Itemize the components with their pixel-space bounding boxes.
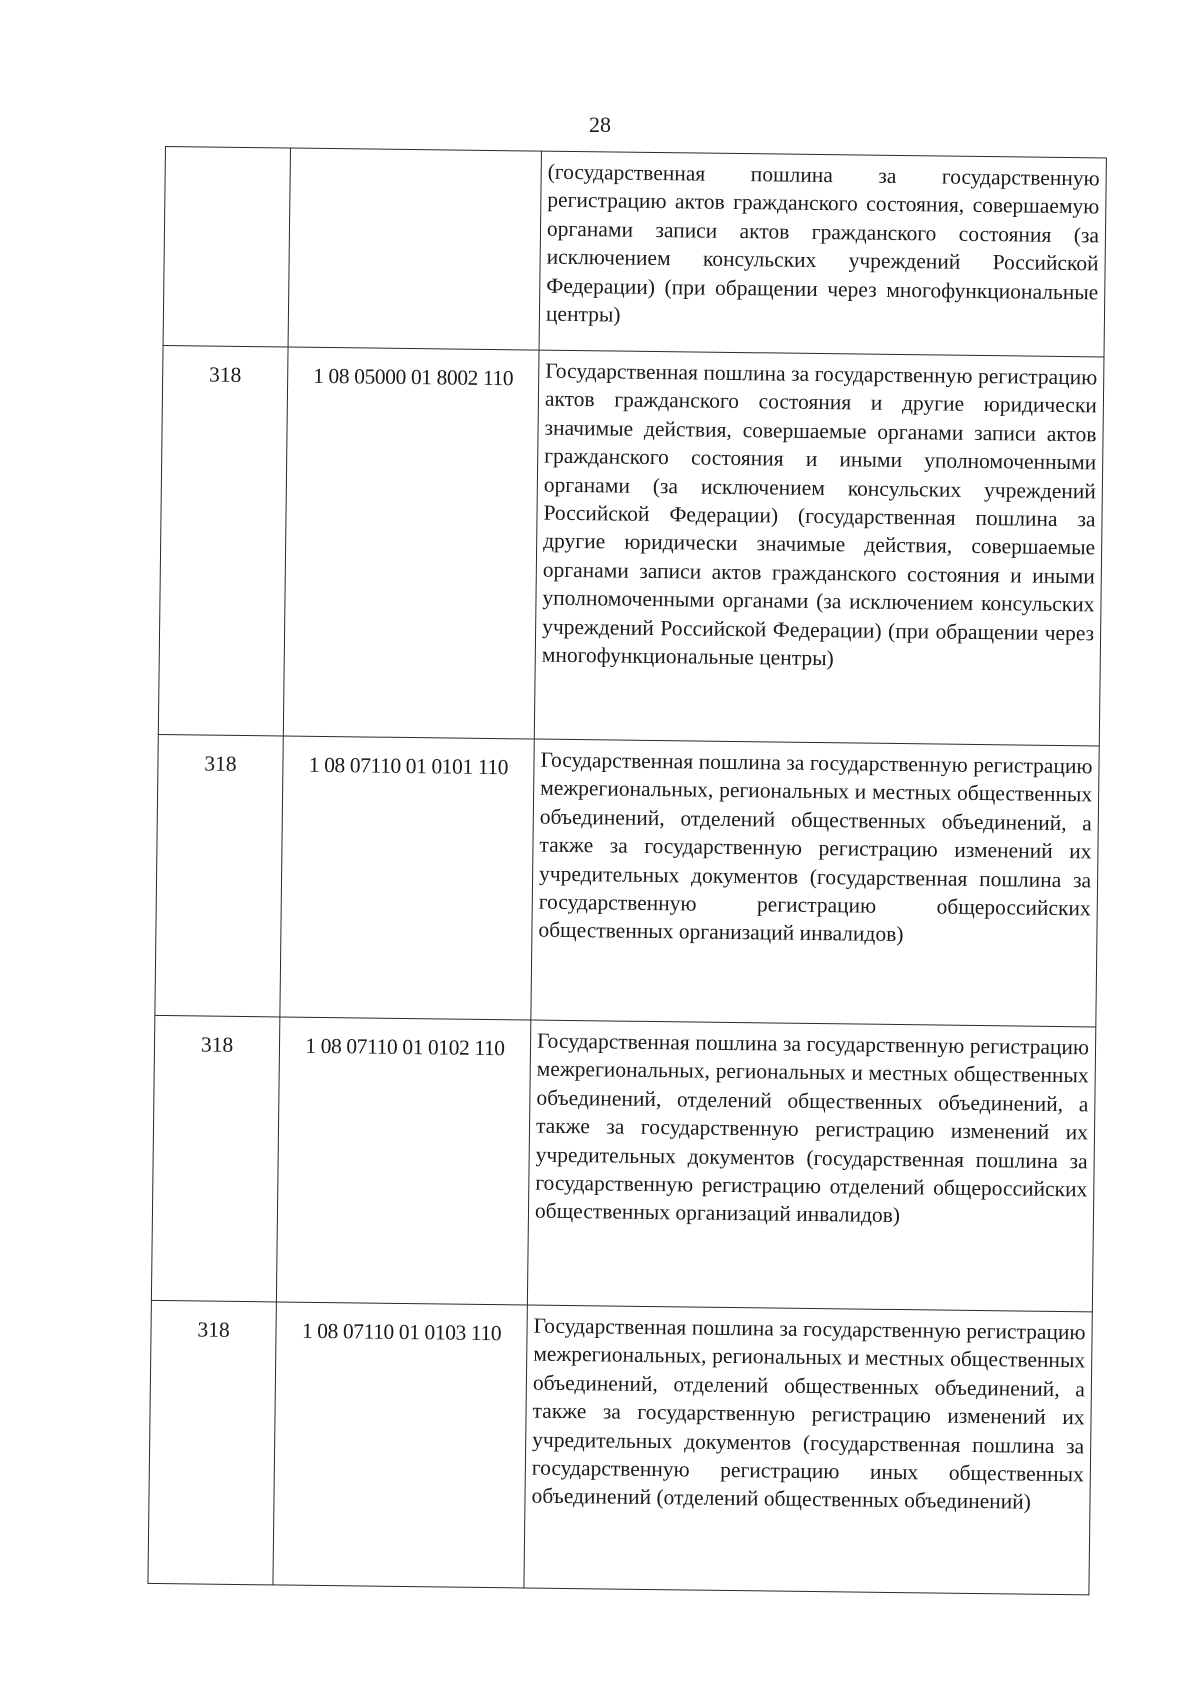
budget-code-cell — [288, 148, 541, 350]
page-number: 28 — [589, 112, 611, 137]
budget-code-cell: 1 08 05000 01 8002 110 — [283, 347, 539, 739]
budget-code-cell: 1 08 07110 01 0101 110 — [280, 736, 534, 1020]
table-row — [163, 147, 1106, 357]
description-cell: Государственная пошлина за государственную регистрацию межрегиональных, региональных и местных общественных объединений, отделений общественных объединений, а также за государственную регистрацию изменений их учредительных документов (государственная пошлина за государственную регистрацию общероссийских общественных организаций инвалидов) — [531, 739, 1099, 1027]
description-cell: Государственная пошлина за государственную регистрацию межрегиональных, региональных и местных общественных объединений, отделений общественных объединений, а также за государственную регистрацию изменений их учредительных документов (государственная пошлина за государственную регистрацию иных общественных объединений (отделений общественных объединений) — [524, 1305, 1092, 1595]
table-row — [155, 734, 1099, 1026]
admin-code-cell: 318 — [158, 345, 288, 735]
budget-code-cell: 1 08 07110 01 0103 110 — [273, 1302, 527, 1588]
admin-code-cell: 318 — [148, 1300, 276, 1585]
table-row — [151, 1015, 1095, 1311]
budget-classification-table — [147, 146, 1106, 1595]
admin-code-cell: 318 — [151, 1015, 279, 1302]
description-cell: (государственная пошлина за государственную регистрацию актов гражданского состояния, совершаемую органами записи актов гражданского состояния (за исключением консульских учреждений Российской Федерации) (при обращении через многофункциональные центры) — [539, 151, 1106, 357]
admin-code-cell — [163, 147, 290, 348]
budget-code-cell: 1 08 07110 01 0102 110 — [276, 1017, 530, 1305]
table-row — [158, 345, 1104, 745]
admin-code-cell: 318 — [155, 734, 283, 1017]
description-cell: Государственная пошлина за государственную регистрацию межрегиональных, региональных и местных общественных объединений, отделений общественных объединений, а также за государственную регистрацию изменений их учредительных документов (государственная пошлина за государственную регистрацию отделений общероссийских общественных организаций инвалидов) — [527, 1020, 1095, 1312]
description-cell: Государственная пошлина за государственную регистрацию актов гражданского состояния и другие юридически значимые действия, совершаемые органами записи актов гражданского состояния и иными уполномоченными органами (за исключением консульских учреждений Российской Федерации) (государственная пошлина за другие юридически значимые действия, совершаемые органами записи актов гражданского состояния и иными уполномоченными органами (за исключением консульских учреждений Российской Федерации) (при обращении через многофункциональные центры) — [534, 350, 1104, 746]
table-row — [148, 1300, 1092, 1594]
